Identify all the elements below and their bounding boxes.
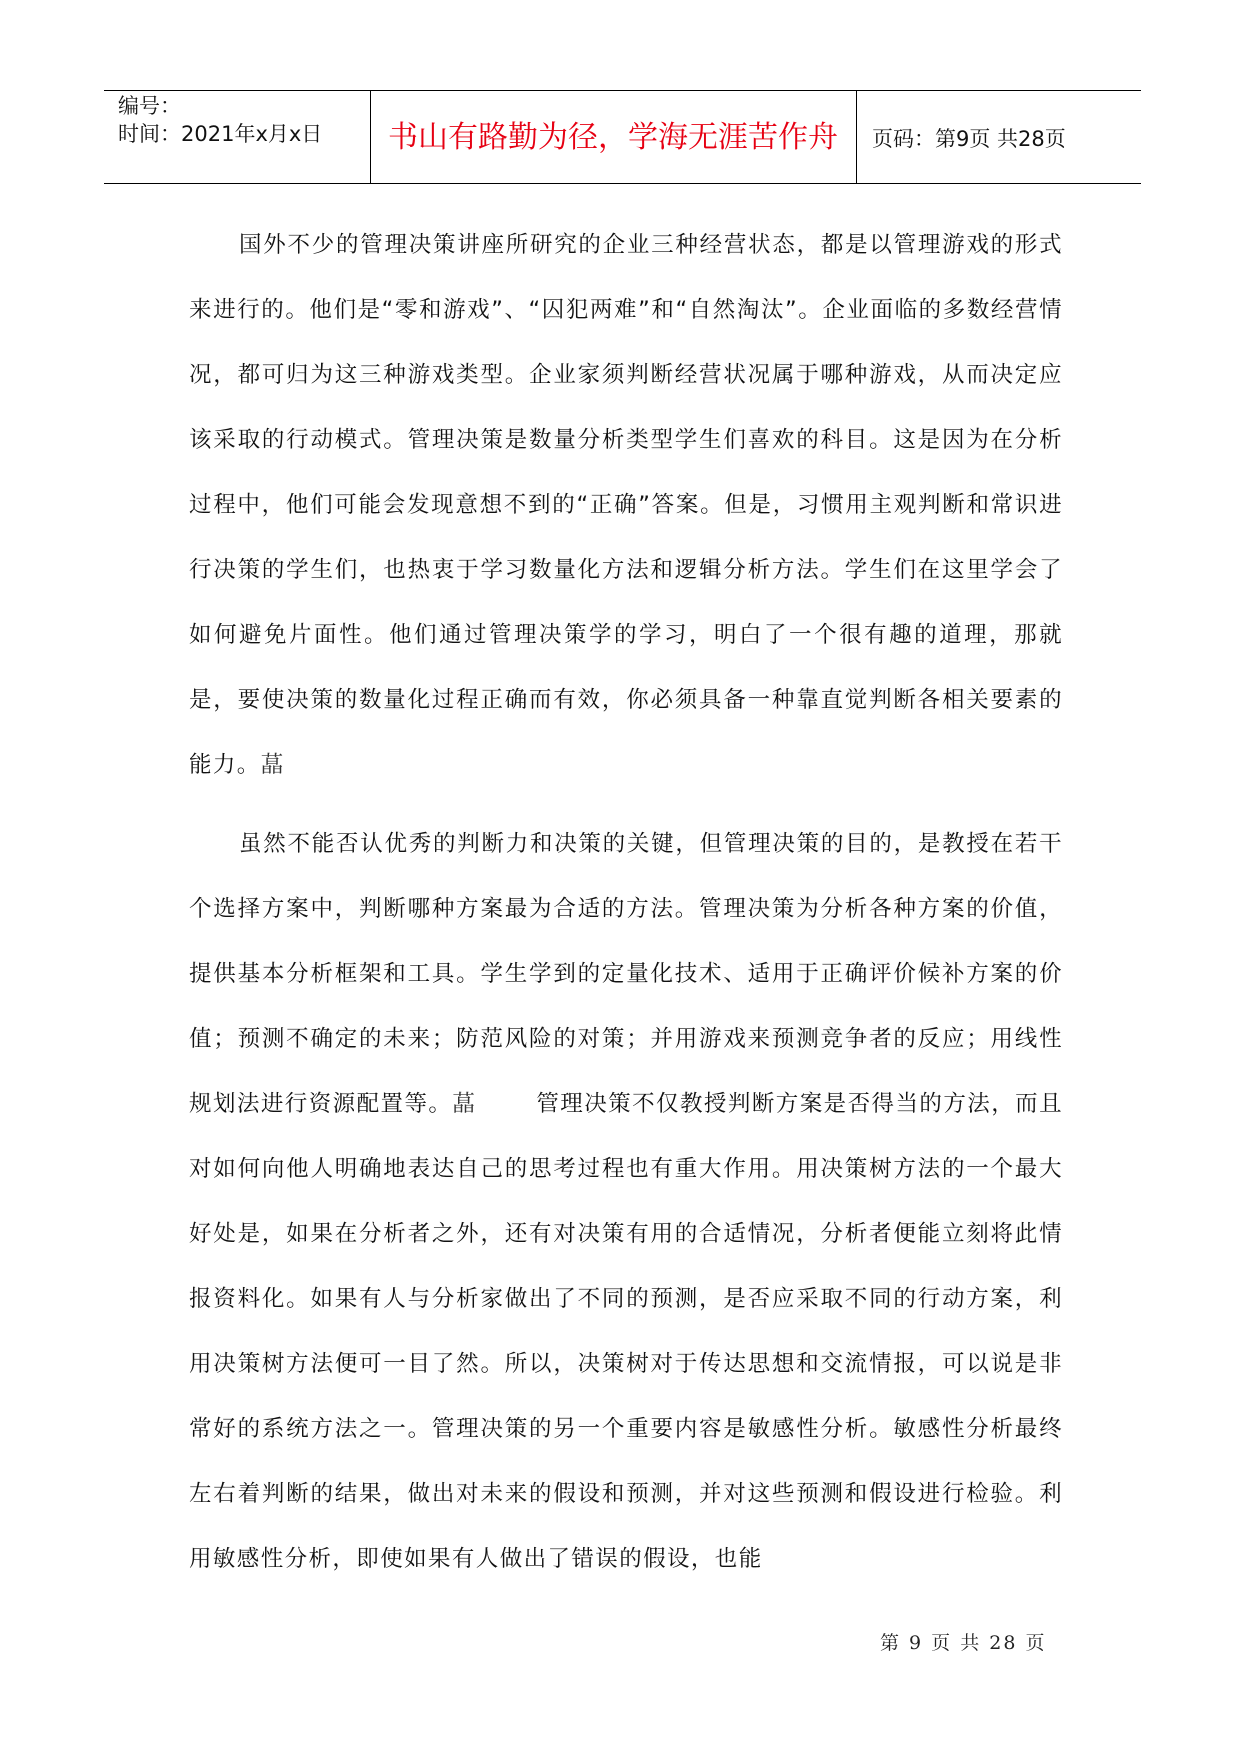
- paragraph-2a-text: 虽然不能否认优秀的判断力和决策的关键，但管理决策的目的，是教授在若干个选择方案中，判断哪种方案最为合适的方法。管理决策为分析各种方案的价值，提供基本分析框架和工具。学生学到的定量化技术、适用于正确评价候补方案的价值；预测不确定的未来；防范风险的对策；并用游戏来预测竞争者的反应；用线性规划法进行资源配置等。: [189, 831, 1063, 1117]
- paragraph-1-text: 国外不少的管理决策讲座所研究的企业三种经营状态，都是以管理游戏的形式来进行的。他们是“零和游戏”、“囚犯两难”和“自然淘汰”。企业面临的多数经营情况，都可归为这三种游戏类型。企业家须判断经营状况属于哪种游戏，从而决定应该采取的行动模式。管理决策是数量分析类型学生们喜欢的科目。这是因为在分析过程中，他们可能会发现意想不到的“正确”答案。但是，习惯用主观判断和常识进行决策的学生们，也热衷于学习数量化方法和逻辑分析方法。学生们在这里学会了如何避免片面性。他们通过管理决策学的学习，明白了一个很有趣的道理，那就是，要使决策的数量化过程正确而有效，你必须具备一种靠直觉判断各相关要素的能力。: [189, 232, 1063, 778]
- footer-page-number: 第 9 页 共 28 页: [880, 1632, 1047, 1654]
- header-motto: 书山有路勤为径，学海无涯苦作舟: [388, 120, 838, 155]
- header-divider-right: [856, 90, 857, 183]
- paragraph-mark: 蕌: [452, 1091, 477, 1117]
- body-paragraph-1: [189, 213, 1063, 798]
- paragraph-2b-text: 管理决策不仅教授判断方案是否得当的方法，而且对如何向他人明确地表达自己的思考过程也有重大作用。用决策树方法的一个最大好处是，如果在分析者之外，还有对决策有用的合适情况，分析者便能立刻将此情报资料化。如果有人与分析家做出了不同的预测，是否应采取不同的行动方案，利用决策树方法便可一目了然。所以，决策树对于传达思想和交流情报，可以说是非常好的系统方法之一。管理决策的另一个重要内容是敏感性分析。敏感性分析最终左右着判断的结果，做出对未来的假设和预测，并对这些预测和假设进行检验。利用敏感性分析，即使如果有人做出了错误的假设，也能: [189, 1091, 1064, 1572]
- header-page-info: 页码：第9页 共28页: [872, 127, 1066, 151]
- header-number-label: 编号：: [118, 94, 181, 118]
- paragraph-mark: 蕌: [260, 752, 285, 778]
- body-paragraph-2: [189, 812, 1063, 1592]
- header-time-label: 时间：2021年x月x日: [118, 122, 323, 146]
- header-bottom-rule: [104, 183, 1141, 184]
- header-top-rule: [104, 90, 1141, 91]
